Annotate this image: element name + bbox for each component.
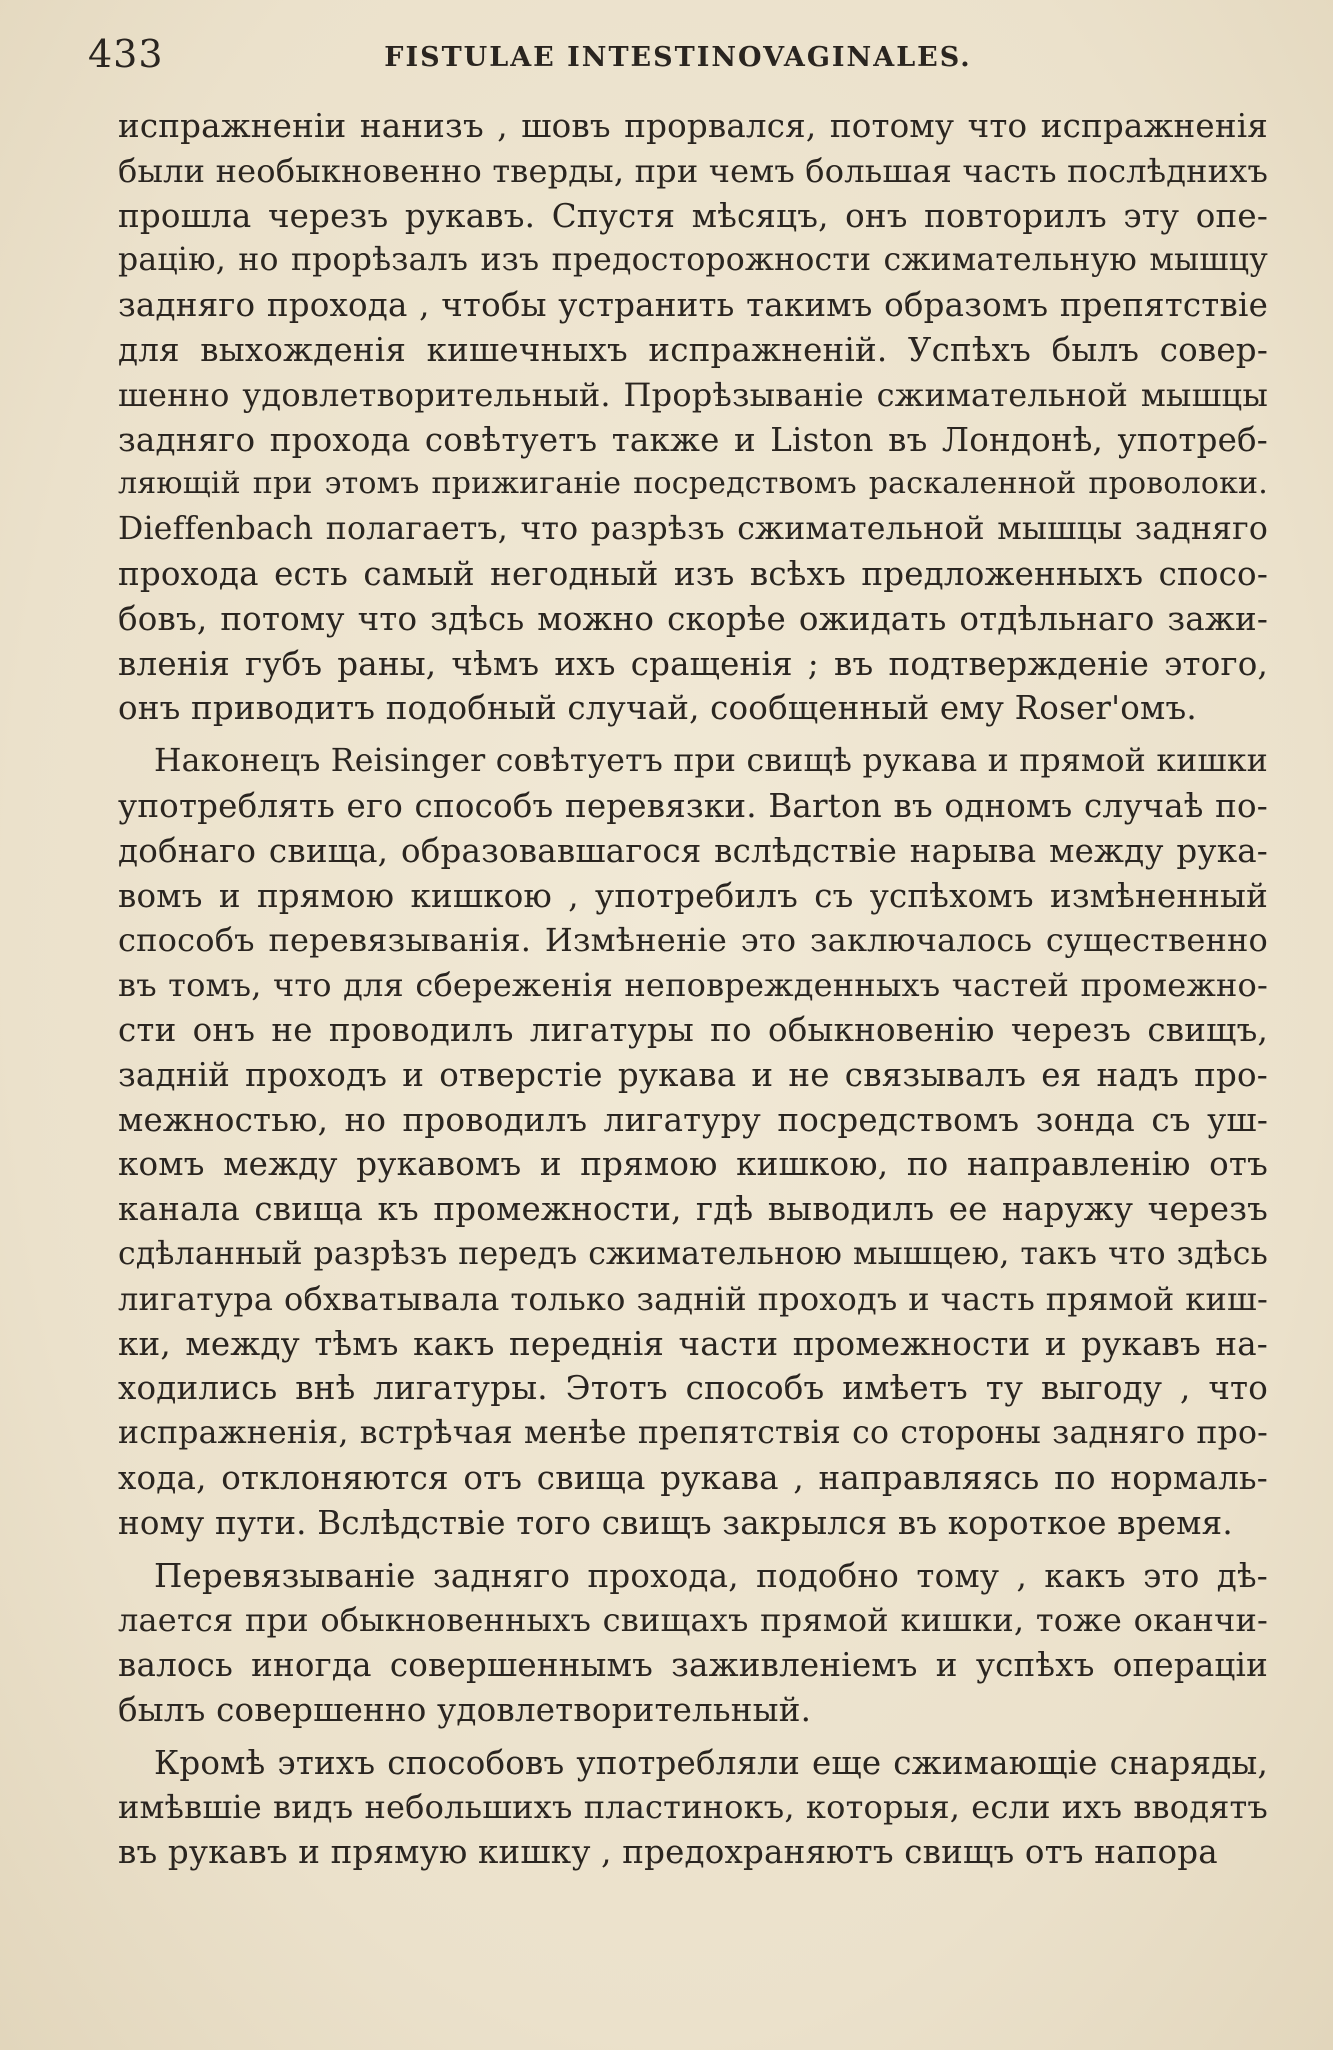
text-line: рацію, но прорѣзалъ изъ предосторожности сжимательную мышцу <box>118 242 1268 279</box>
text-line: добнаго свища, образовавшагося вслѣдствіе нарыва между рука- <box>118 831 1268 870</box>
text-line: Dieffenbach полагаетъ, что разрѣзъ сжимательной мышцы задняго <box>118 511 1268 548</box>
text-line: испражненія, встрѣчая менѣе препятствія со стороны задняго про- <box>118 1415 1268 1452</box>
text-line: канала свища къ промежности, гдѣ выводилъ ее наружу черезъ <box>118 1190 1268 1229</box>
text-line: бовъ, потому что здѣсь можно скорѣе ожидать отдѣльнаго зажи- <box>118 599 1268 638</box>
body-text <box>118 104 1268 1875</box>
page-number: 433 <box>88 32 164 76</box>
text-line: лается при обыкновенныхъ свищахъ прямой кишки, тоже оканчи- <box>118 1601 1268 1640</box>
text-line: сти онъ не проводилъ лигатуры по обыкновенію черезъ свищъ, <box>118 1010 1268 1049</box>
running-title: FISTULAE INTESTINOVAGINALES. <box>384 42 972 73</box>
text-line: Кромѣ этихъ способовъ употребляли еще сжимающіе снаряды, <box>154 1743 1268 1782</box>
text-line: употреблять его способъ перевязки. Barton въ одномъ случаѣ по- <box>118 786 1268 825</box>
text-line: былъ совершенно удовлетворительный. <box>118 1690 812 1729</box>
paragraph <box>118 739 1268 1545</box>
text-line: хода, отклоняются отъ свища рукава , направляясь по нормаль- <box>118 1458 1268 1497</box>
text-line: прошла черезъ рукавъ. Спустя мѣсяцъ, онъ повторилъ эту опе- <box>118 196 1268 235</box>
text-line: комъ между рукавомъ и прямою кишкою, по направленію отъ <box>118 1145 1268 1184</box>
text-line: ляющій при этомъ прижиганіе посредствомъ раскаленной проволоки. <box>118 466 1268 502</box>
text-line: задняго прохода , чтобы устранить такимъ образомъ препятствіе <box>118 286 1268 325</box>
text-line: шенно удовлетворительный. Прорѣзываніе сжимательной мышцы <box>118 375 1268 414</box>
text-line: онъ приводитъ подобный случай, сообщенный ему Roser'омъ. <box>118 689 1197 728</box>
text-line: лигатура обхватывала только задній проходъ и часть прямой киш- <box>118 1279 1268 1318</box>
paragraph <box>118 104 1268 731</box>
text-line: задній проходъ и отверстіе рукава и не связывалъ ея надъ про- <box>118 1055 1268 1094</box>
text-line: въ томъ, что для сбереженія неповрежденныхъ частей промежно- <box>118 966 1268 1005</box>
text-line: имѣвшіе видъ небольшихъ пластинокъ, которыя, если ихъ вводятъ <box>118 1788 1268 1827</box>
text-line: для выхожденія кишечныхъ испражненій. Успѣхъ былъ совер- <box>118 330 1268 369</box>
text-line: были необыкновенно тверды, при чемъ большая часть послѣднихъ <box>118 151 1268 190</box>
text-line: сдѣланный разрѣзъ передъ сжимательною мышцею, такъ что здѣсь <box>118 1235 1268 1272</box>
text-line: Наконецъ Reisinger совѣтуетъ при свищѣ рукава и прямой кишки <box>154 743 1268 780</box>
text-line: ному пути. Вслѣдствіе того свищъ закрылся въ короткое время. <box>118 1503 1233 1542</box>
text-line: межностью, но проводилъ лигатуру посредствомъ зонда съ уш- <box>118 1100 1268 1139</box>
text-line: испражненіи нанизъ , шовъ прорвался, потому что испражненія <box>118 107 1268 145</box>
text-line: задняго прохода совѣтуетъ также и Liston въ Лондонѣ, употреб- <box>118 420 1268 459</box>
text-line: въ рукавъ и прямую кишку , предохраняютъ свищъ отъ напора <box>118 1833 1218 1872</box>
text-line: валось иногда совершеннымъ заживленіемъ и успѣхъ операціи <box>118 1646 1268 1685</box>
text-line: вленія губъ раны, чѣмъ ихъ сращенія ; въ подтвержденіе этого, <box>118 644 1268 683</box>
text-line: Перевязываніе задняго прохода, подобно тому , какъ это дѣ- <box>154 1556 1268 1595</box>
paragraph <box>118 1741 1268 1875</box>
paragraph <box>118 1554 1268 1733</box>
text-line: вомъ и прямою кишкою , употребилъ съ успѣхомъ измѣненный <box>118 876 1268 915</box>
text-line: ки, между тѣмъ какъ переднія части промежности и рукавъ на- <box>118 1324 1268 1363</box>
text-line: прохода есть самый негодный изъ всѣхъ предложенныхъ спосо- <box>118 554 1268 593</box>
text-line: ходились внѣ лигатуры. Этотъ способъ имѣетъ ту выгоду , что <box>118 1369 1268 1408</box>
text-line: способъ перевязыванія. Измѣненіе это заключалось существенно <box>118 921 1268 960</box>
page-header <box>88 32 1268 82</box>
